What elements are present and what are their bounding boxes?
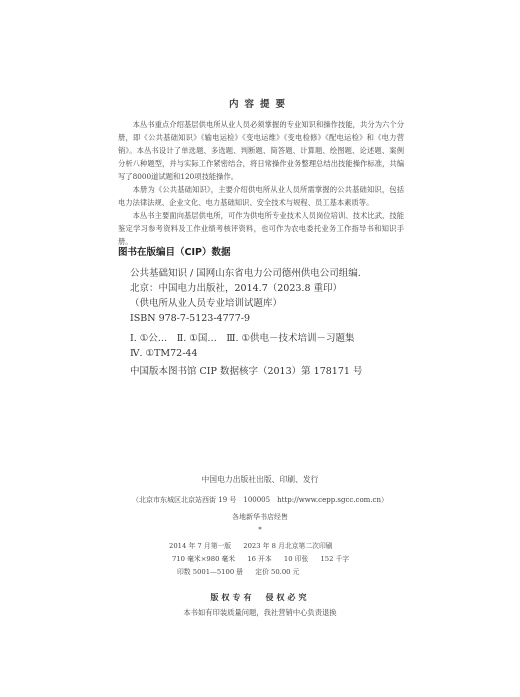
cip-isbn: ISBN 978-7-5123-4777-9	[130, 313, 250, 324]
cip-title: 图书在版编目（CIP）数据	[118, 247, 231, 258]
cip-record-number: 中国版本图书馆 CIP 数据核字（2013）第 178171 号	[130, 366, 363, 377]
publisher-address: （北京市东城区北京站西街 19 号 100005 http://www.cepp.sgcc.com.cn）	[132, 496, 388, 504]
summary-title: 内容提要	[228, 99, 291, 110]
cip-publication-line: 北京：中国电力出版社，2014.7（2023.8 重印）	[130, 283, 343, 294]
summary-paragraph: 本丛书重点介绍基层供电所从业人员必须掌握的专业知识和操作技能，共分为六个分册，即《公共基础知识》《输电运检》《变电运维》《变电检修》《配电运检》和《电力营销》。本丛书设计了单选题、多选题、判断题、简答题、计算题、绘图题、论述题、案例分析八种题型，并与实际工作紧密结合，将日常操作业务整理总结出技能操作标准，共编写了8000道试题和120项技能操作。	[118, 120, 404, 181]
summary-text	[118, 118, 404, 248]
publisher-block	[0, 474, 520, 535]
cip-record	[130, 266, 410, 379]
summary-paragraph: 本丛书主要面向基层供电所，可作为供电所专业技术人员岗位培训、技术比武、技能鉴定学习参考资料及工作业绩考核评资料，也可作为农电委托业务工作指导书和知识手册。	[118, 211, 404, 246]
separator-star: *	[258, 526, 262, 534]
print-run: 印数 5001—5100 册	[177, 568, 244, 576]
price: 定价 50.00 元	[255, 568, 300, 576]
summary-paragraph: 本册为《公共基础知识》，主要介绍供电所从业人员所需掌握的公共基础知识，包括电力法律法规、企业文化、电力基础知识、安全技术与规程、员工基本素质等。	[118, 185, 404, 207]
copyright-notice: 版权专有 侵权必究	[210, 593, 310, 602]
return-notice: 本书如有印装质量问题，我社营销中心负责退换	[183, 608, 337, 617]
cip-classification-code: Ⅳ. ①TM72-44	[130, 348, 198, 359]
distribution-note: 各地新华书店经售	[232, 513, 288, 521]
publisher-name: 中国电力出版社出版、印刷、发行	[201, 475, 319, 484]
cip-series-line: （供电所从业人员专业培训试题库）	[130, 298, 283, 309]
print-specs	[150, 540, 390, 579]
cip-title-line: 公共基础知识 / 国网山东省电力公司德州供电公司组编.	[130, 268, 361, 279]
printing-date: 2023 年 8 月北京第二次印刷	[243, 542, 333, 550]
print-sheets: 10 印张	[283, 555, 309, 563]
word-count: 152 千字	[320, 555, 350, 563]
book-format: 16 开本	[247, 555, 272, 563]
edition-date: 2014 年 7 月第一版	[169, 542, 232, 550]
cip-classification: Ⅰ. ①公… Ⅱ. ①国… Ⅲ. ①供电－技术培训－习题集	[130, 333, 355, 344]
paper-size: 710 毫米×980 毫米	[172, 555, 236, 563]
